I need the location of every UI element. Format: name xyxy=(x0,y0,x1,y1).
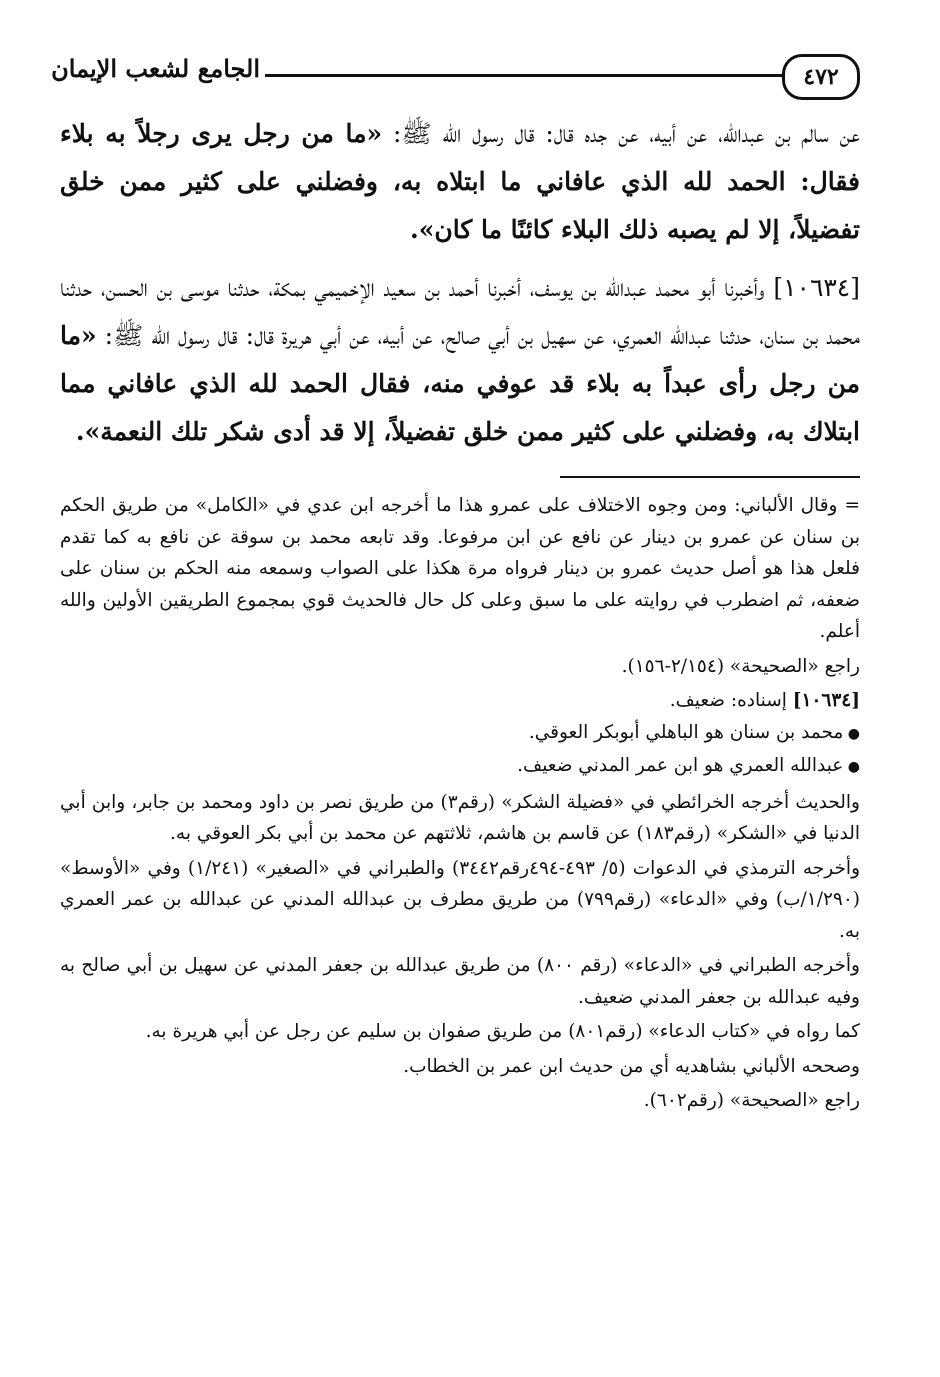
footnote-reference: راجع «الصحيحة» (٢/١٥٤-١٥٦). xyxy=(621,655,860,677)
book-page xyxy=(51,40,860,1360)
book-title: الجامع لشعب الإيمان xyxy=(51,54,260,83)
isnad-text: [١٠٦٣٤] وأخبرنا أبو محمد عبدالله بن يوسف، أخبرنا أحمد بن سعيد الإخميمي بمكة، حدثنا موسى بن الحسن، حدثنا محمد بن سنان، حدثنا عبدالله العمري، عن سهيل بن أبي صالح، عن أبيه، عن أبي هريرة قال: قال رسول الله ﷺ: xyxy=(60,273,860,350)
footnote-paragraph: والحديث أخرجه الخرائطي في «فضيلة الشكر» (رقم٣) من طريق نصر بن داود ومحمد بن جابر، وابن أبي الدنيا في «الشكر» (رقم١٨٣) عن قاسم بن هاشم، ثلاثتهم عن محمد بن أبي بكر العوقي به. xyxy=(60,791,860,844)
footnote-heading xyxy=(60,685,860,717)
hadith-paragraph-2 xyxy=(60,264,860,456)
narrator-list xyxy=(60,717,860,784)
footnote-paragraph: وأخرجه الطبراني في «الدعاء» (رقم ٨٠٠) من طريق عبدالله بن جعفر المدني عن سهيل بن أبي صالح به وفيه عبدالله بن جعفر المدني ضعيف. xyxy=(60,955,860,1008)
page-number: ٤٧٢ xyxy=(782,54,860,100)
footnote-reference: راجع «الصحيحة» (رقم٦٠٢). xyxy=(643,1090,860,1111)
header-rule xyxy=(265,74,788,77)
list-item: ● عبدالله العمري هو ابن عمر المدني ضعيف. xyxy=(60,750,860,784)
main-text xyxy=(60,110,860,456)
matn-text: «ما من رجل يرى رجلاً به بلاء فقال: الحمد لله الذي عافاني ما ابتلاه به، وفضلني على كثير ممن خلق تفضيلاً، إلا لم يصبه ذلك البلاء كائنًا ما كان». xyxy=(60,119,860,244)
footnote-paragraph: = وقال الألباني: ومن وجوه الاختلاف على عمرو هذا ما أخرجه ابن عدي في «الكامل» من طريق الحكم بن سنان عن عمرو بن دينار عن نافع عن ابن مرفوعا. وقد تابعه محمد بن سوقة عن نافع به كما تقدم فلعل هذا هو أصل حديث عمرو بن دينار فرواه مرة هكذا على الصواب وسمعه منه الحكم بن سنان على ضعفه، ثم اضطرب في روايته على ما سبق وعلى كل حال فالحديث قوي بمجموع الطريقين الأولين والله أعلم. xyxy=(60,495,860,642)
isnad-grade: إسناده: ضعيف. xyxy=(669,690,787,711)
footnote-paragraph: كما رواه في «كتاب الدعاء» (رقم٨٠١) من طريق صفوان بن سليم عن رجل عن أبي هريرة به. xyxy=(145,1021,860,1042)
isnad-text: عن سالم بن عبدالله، عن أبيه، عن جده قال: قال رسول الله ﷺ: xyxy=(382,119,860,148)
footnotes xyxy=(60,490,860,1117)
page-header xyxy=(51,40,860,110)
footnote-paragraph: وصححه الألباني بشاهديه أي من حديث ابن عمر بن الخطاب. xyxy=(403,1055,860,1077)
matn-text: «ما من رجل رأى عبداً به بلاء قد عوفي منه، فقال الحمد لله الذي عافاني مما ابتلاك به، وفضلني على كثير ممن خلق تفضيلاً، إلا قد أدى شكر تلك النعمة». xyxy=(60,321,860,446)
footnote-separator xyxy=(560,476,860,478)
hadith-paragraph-1 xyxy=(60,110,860,254)
list-item: ● محمد بن سنان هو الباهلي أبوبكر العوقي. xyxy=(60,717,860,751)
footnote-paragraph: وأخرجه الترمذي في الدعوات (٥/ ٤٩٣-٤٩٤رقم٣٤٤٢) والطبراني في «الصغير» (١/٢٤١) وفي «الأوسط» (١/٢٩٠/ب) وفي «الدعاء» (رقم٧٩٩) من طريق مطرف بن عبدالله المدني عن عبدالله بن عمر العمري به. xyxy=(60,857,860,942)
hadith-number: [١٠٦٣٤] xyxy=(792,690,860,711)
